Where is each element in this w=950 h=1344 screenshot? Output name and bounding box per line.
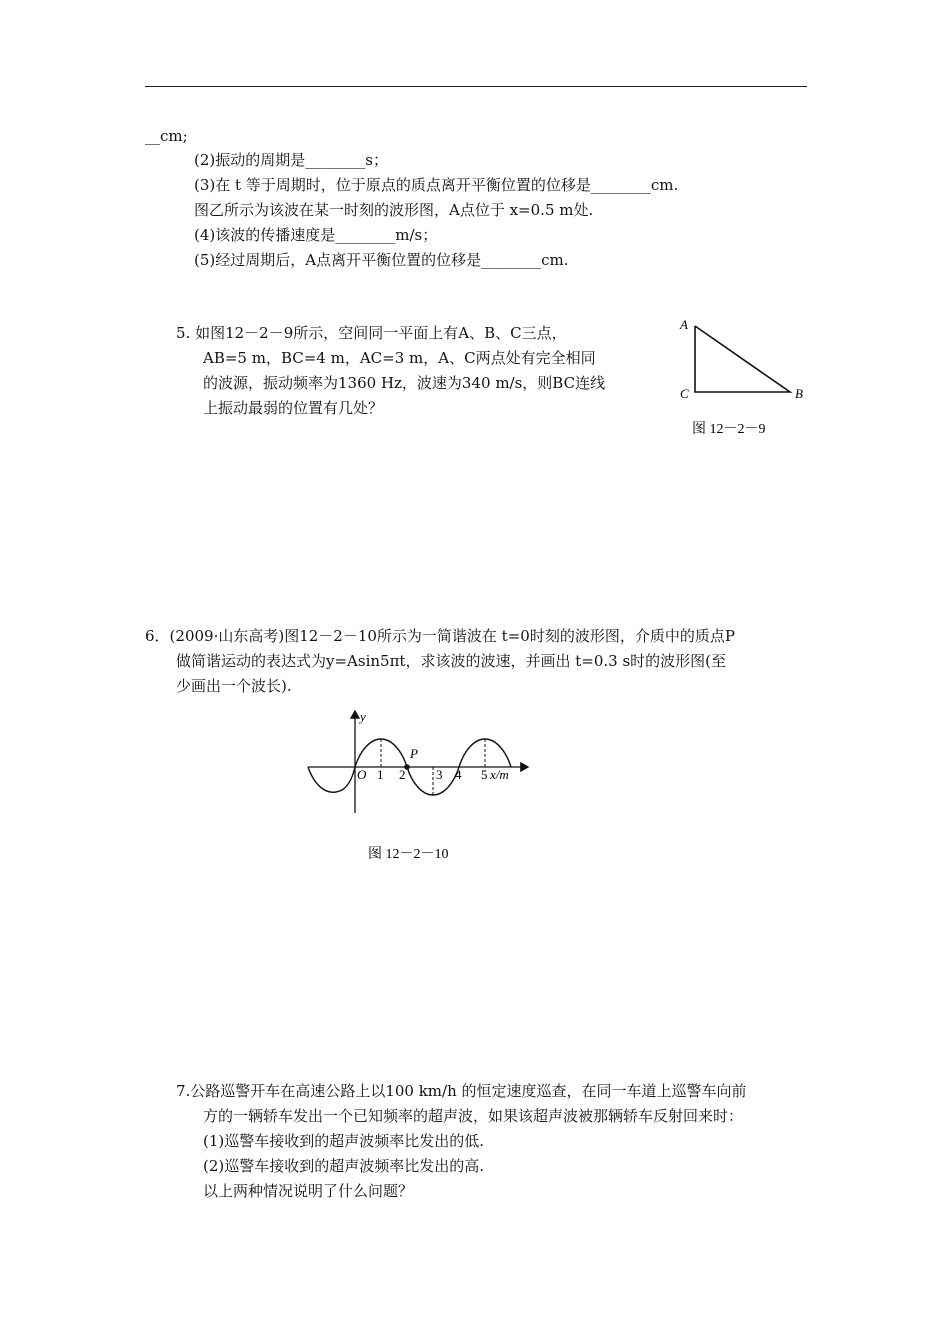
label-a: A	[680, 317, 688, 332]
q4-line-4: (4)该波的传播速度是________m/s；	[194, 226, 438, 244]
q7-line-4: (2)巡警车接收到的超声波频率比发出的高.	[203, 1157, 485, 1175]
q5-line-1: 5. 如图12－2－9所示，空间同一平面上有A、B、C三点，	[176, 324, 567, 342]
q7-line-5: 以上两种情况说明了什么问题？	[203, 1182, 414, 1200]
q7-line-1: 7.公路巡警开车在高速公路上以100 km/h 的恒定速度巡查，在同一车道上巡警车向前	[176, 1082, 747, 1100]
q5-line-3: 的波源，振动频率为1360 Hz，波速为340 m/s，则BC连线	[203, 374, 606, 392]
q7-line-3: (1)巡警车接收到的超声波频率比发出的低.	[203, 1132, 485, 1150]
tick-label-1: 1	[377, 767, 384, 782]
q4-line-0: __cm;	[145, 127, 188, 145]
q4-line-2: (3)在 t 等于周期时，位于原点的质点离开平衡位置的位移是________cm.	[194, 176, 679, 194]
header-rule	[145, 86, 807, 87]
point-p-label: P	[410, 746, 418, 761]
q7-line-2: 方的一辆轿车发出一个已知频率的超声波，如果该超声波被那辆轿车反射回来时：	[203, 1107, 744, 1125]
y-axis-label: y	[360, 709, 366, 724]
q6-line-1: 6．(2009·山东高考)图12－2－10所示为一简谐波在 t=0时刻的波形图，介质中的质点P	[145, 627, 735, 645]
triangle-figure	[670, 310, 820, 450]
q4-line-1: (2)振动的周期是________s；	[194, 151, 388, 169]
q4-line-5: (5)经过周期后，A点离开平衡位置的位移是________cm.	[194, 251, 569, 269]
label-c: C	[680, 386, 689, 401]
x-axis-label: x/m	[490, 767, 509, 782]
tick-label-4: 4	[455, 767, 462, 782]
q6-line-3: 少画出一个波长).	[176, 677, 292, 695]
triangle-shape	[695, 326, 790, 392]
q5-line-2: AB=5 m，BC=4 m，AC=3 m，A、C两点处有完全相同	[203, 349, 596, 367]
figure-caption-12-2-10: 图 12－2－10	[368, 847, 449, 862]
label-b: B	[795, 386, 803, 401]
origin-label: O	[357, 767, 367, 782]
q4-line-3: 图乙所示为该波在某一时刻的波形图，A点位于 x=0.5 m处.	[194, 201, 594, 219]
figure-caption-12-2-9: 图 12－2－9	[692, 422, 766, 437]
tick-label-5: 5	[481, 767, 488, 782]
waveform-figure	[300, 705, 550, 870]
tick-label-3: 3	[436, 767, 443, 782]
tick-label-2: 2	[399, 767, 406, 782]
q6-line-2: 做简谐运动的表达式为y=Asin5πt，求该波的波速，并画出 t=0.3 s时的波形图(至	[176, 652, 727, 670]
q5-line-4: 上振动最弱的位置有几处？	[203, 399, 384, 417]
